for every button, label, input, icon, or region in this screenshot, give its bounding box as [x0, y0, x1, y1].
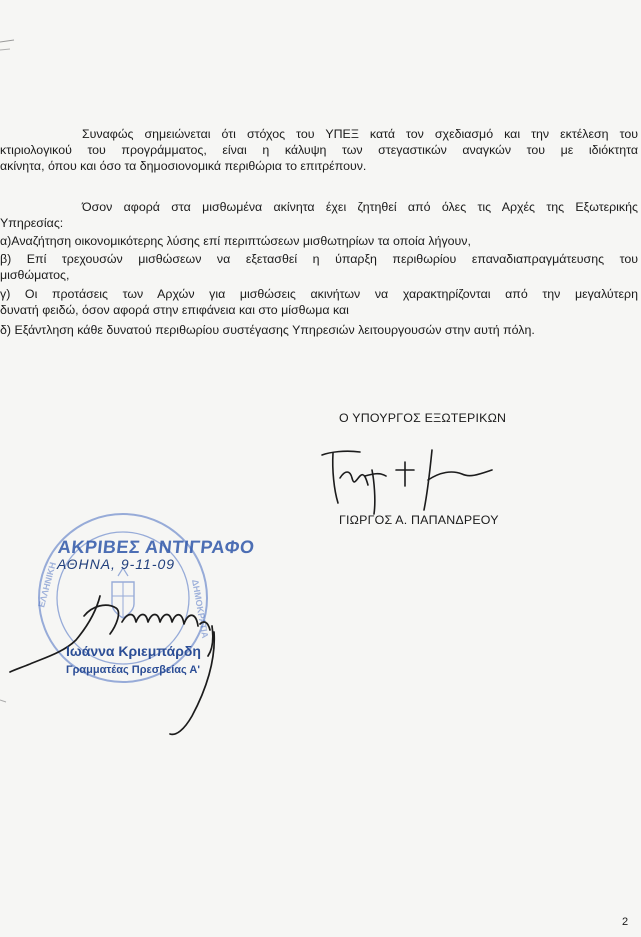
stamp-certified-copy: ΑΚΡΙΒΕΣ ΑΝΤΙΓΡΑΦΟ [57, 537, 256, 557]
signatory-title: Ο ΥΠΟΥΡΓΟΣ ΕΞΩΤΕΡΙΚΩΝ [339, 411, 507, 425]
stamp-official-name: Ιωάννα Κριεμπάρδη [66, 643, 201, 659]
paragraph-line: Όσον αφορά στα μισθωμένα ακίνητα έχει ζητηθεί από όλες τις Αρχές της Εξωτερικής [82, 200, 638, 214]
signatory-name: ΓΙΩΡΓΟΣ Α. ΠΑΠΑΝΔΡΕΟΥ [339, 513, 499, 527]
page-number: 2 [622, 916, 629, 928]
paragraph-line: Υπηρεσίας: [0, 216, 64, 230]
list-item-b-cont: μισθώματος, [0, 268, 70, 282]
list-item-d: δ) Εξάντληση κάθε δυνατού περιθωρίου συστέγασης Υπηρεσιών λειτουργουσών στην αυτή πόλη. [0, 323, 535, 337]
list-item-c-cont: δυνατή φειδώ, όσον αφορά στην επιφάνεια και στο μίσθωμα και [0, 303, 349, 317]
svg-text:ΔΗΜΟΚΡΑΤΙΑ: ΔΗΜΟΚΡΑΤΙΑ [190, 578, 211, 640]
stamp-date: ΑΘΗΝΑ, 9-11-09 [57, 556, 176, 572]
list-item-b: β) Επί τρεχουσών μισθώσεων να εξετασθεί η ύπαρξη περιθωρίου επαναδιαπραγμάτευσης του [0, 252, 638, 266]
svg-text:ΕΛΛΗΝΙΚΗ: ΕΛΛΗΝΙΚΗ [36, 560, 58, 609]
list-item-c: γ) Οι προτάσεις των Αρχών για μισθώσεις ακινήτων να χαρακτηρίζονται από την μεγαλύτερη [0, 287, 638, 301]
paragraph-line: ακίνητα, όπου και όσο τα δημοσιονομικά περιθώρια το επιτρέπουν. [0, 159, 367, 173]
stamp-official-role: Γραμματέας Πρεσβείας Α' [66, 664, 200, 676]
paragraph-line: κτιριολογικού του προγράμματος, είναι η κάλυψη των στεγαστικών αναγκών του με ιδιόκτητα [0, 143, 638, 157]
list-item-a: α)Αναζήτηση οικονομικότερης λύσης επί περιπτώσεων μισθωτηρίων τα οποία λήγουν, [0, 234, 471, 248]
paragraph-line: Συναφώς σημειώνεται ότι στόχος του ΥΠΕΞ κατά τον σχεδιασμό και την εκτέλεση του [82, 127, 638, 141]
